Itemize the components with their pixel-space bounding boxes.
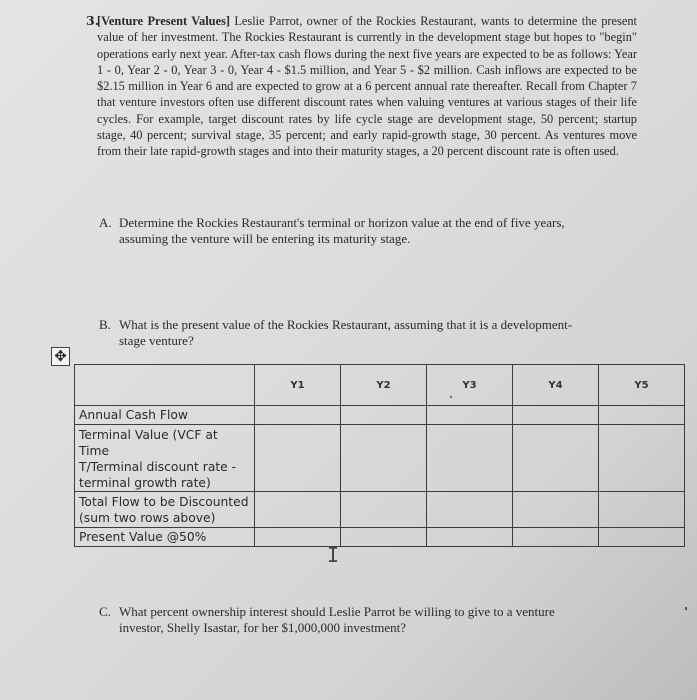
question-title: [Venture Present Values] bbox=[97, 14, 231, 28]
question-number: 3. bbox=[86, 13, 100, 28]
cell-pv-y2[interactable] bbox=[341, 528, 427, 547]
move-arrows-icon[interactable]: ✥ bbox=[51, 347, 70, 366]
header-y5: Y5 bbox=[599, 365, 685, 406]
part-c-line1: What percent ownership interest should Leslie Parrot be willing to give to a venture bbox=[119, 604, 555, 619]
part-b-line1: What is the present value of the Rockies Restaurant, assuming that it is a development- bbox=[119, 317, 573, 332]
terminal-value-line2: T/Terminal discount rate - bbox=[79, 460, 237, 474]
part-b bbox=[99, 317, 634, 349]
header-y2: Y2 bbox=[341, 365, 427, 406]
cell-tv-y3[interactable] bbox=[427, 425, 513, 492]
part-a-line1: Determine the Rockies Restaurant's terminal or horizon value at the end of five years, bbox=[119, 215, 565, 230]
terminal-value-line3: terminal growth rate) bbox=[79, 476, 211, 490]
table-header-row bbox=[75, 365, 685, 406]
header-y3: Y3 bbox=[427, 365, 513, 406]
part-c bbox=[99, 604, 634, 636]
cell-tf-y3[interactable] bbox=[427, 492, 513, 528]
question-text bbox=[97, 13, 637, 160]
question-body: Leslie Parrot, owner of the Rockies Restaurant, wants to determine the present value of her investment. The Rockies Restaurant is currently in the development stage but hopes to "begin" operations early next year. After-tax cash flows during the next five years are expected to be as follows: Year 1 - 0, Year 2 - 0, Year 3 - 0, Year 4 - $1.5 million, and Year 5 - $2 million. Cash inflows are expected to be $2.15 million in Year 6 and are expected to grow at a 6 percent annual rate thereafter. Recall from Chapter 7 that venture investors often use different discount rates when valuing ventures at various stages of their life cycles. For example, target discount rates by life cycle stage are development stage, 50 percent; startup stage, 40 percent; survival stage, 35 percent; and early rapid-growth stage, 30 percent. As ventures move from their late rapid-growth stages and into their maturity stages, a 20 percent discount rate is often used. bbox=[97, 14, 637, 159]
cash-flow-table bbox=[74, 364, 685, 547]
stray-mark bbox=[450, 396, 452, 398]
cell-pv-y4[interactable] bbox=[513, 528, 599, 547]
cell-tf-y5[interactable] bbox=[599, 492, 685, 528]
table-row bbox=[75, 528, 685, 547]
row-label-total-flow bbox=[75, 492, 255, 528]
cell-pv-y5[interactable] bbox=[599, 528, 685, 547]
text-cursor-icon: I bbox=[327, 543, 340, 567]
cell-tv-y4[interactable] bbox=[513, 425, 599, 492]
cell-tv-y5[interactable] bbox=[599, 425, 685, 492]
cell-acf-y1[interactable] bbox=[255, 406, 341, 425]
cell-pv-y3[interactable] bbox=[427, 528, 513, 547]
part-b-line2: stage venture? bbox=[119, 333, 194, 348]
header-y1: Y1 bbox=[255, 365, 341, 406]
row-label-terminal-value bbox=[75, 425, 255, 492]
stray-mark-right bbox=[685, 607, 687, 610]
part-c-letter: C. bbox=[99, 604, 111, 619]
cell-acf-y2[interactable] bbox=[341, 406, 427, 425]
cell-acf-y4[interactable] bbox=[513, 406, 599, 425]
part-a bbox=[99, 215, 634, 247]
total-flow-line1: Total Flow to be Discounted bbox=[79, 495, 249, 509]
total-flow-line2: (sum two rows above) bbox=[79, 511, 216, 525]
cell-tf-y4[interactable] bbox=[513, 492, 599, 528]
part-b-letter: B. bbox=[99, 317, 111, 332]
cell-acf-y3[interactable] bbox=[427, 406, 513, 425]
row-label-annual-cash-flow: Annual Cash Flow bbox=[75, 406, 255, 425]
table-row bbox=[75, 492, 685, 528]
cell-tf-y1[interactable] bbox=[255, 492, 341, 528]
row-label-present-value: Present Value @50% bbox=[75, 528, 255, 547]
cell-acf-y5[interactable] bbox=[599, 406, 685, 425]
cell-tv-y2[interactable] bbox=[341, 425, 427, 492]
part-a-line2: assuming the venture will be entering its maturity stage. bbox=[119, 231, 411, 246]
part-a-letter: A. bbox=[99, 215, 112, 230]
table-row bbox=[75, 406, 685, 425]
header-blank bbox=[75, 365, 255, 406]
terminal-value-line1: Terminal Value (VCF at Time bbox=[79, 428, 218, 458]
table-row bbox=[75, 425, 685, 492]
cell-tv-y1[interactable] bbox=[255, 425, 341, 492]
header-y4: Y4 bbox=[513, 365, 599, 406]
cell-tf-y2[interactable] bbox=[341, 492, 427, 528]
part-c-line2: investor, Shelly Isastar, for her $1,000,000 investment? bbox=[119, 620, 407, 635]
